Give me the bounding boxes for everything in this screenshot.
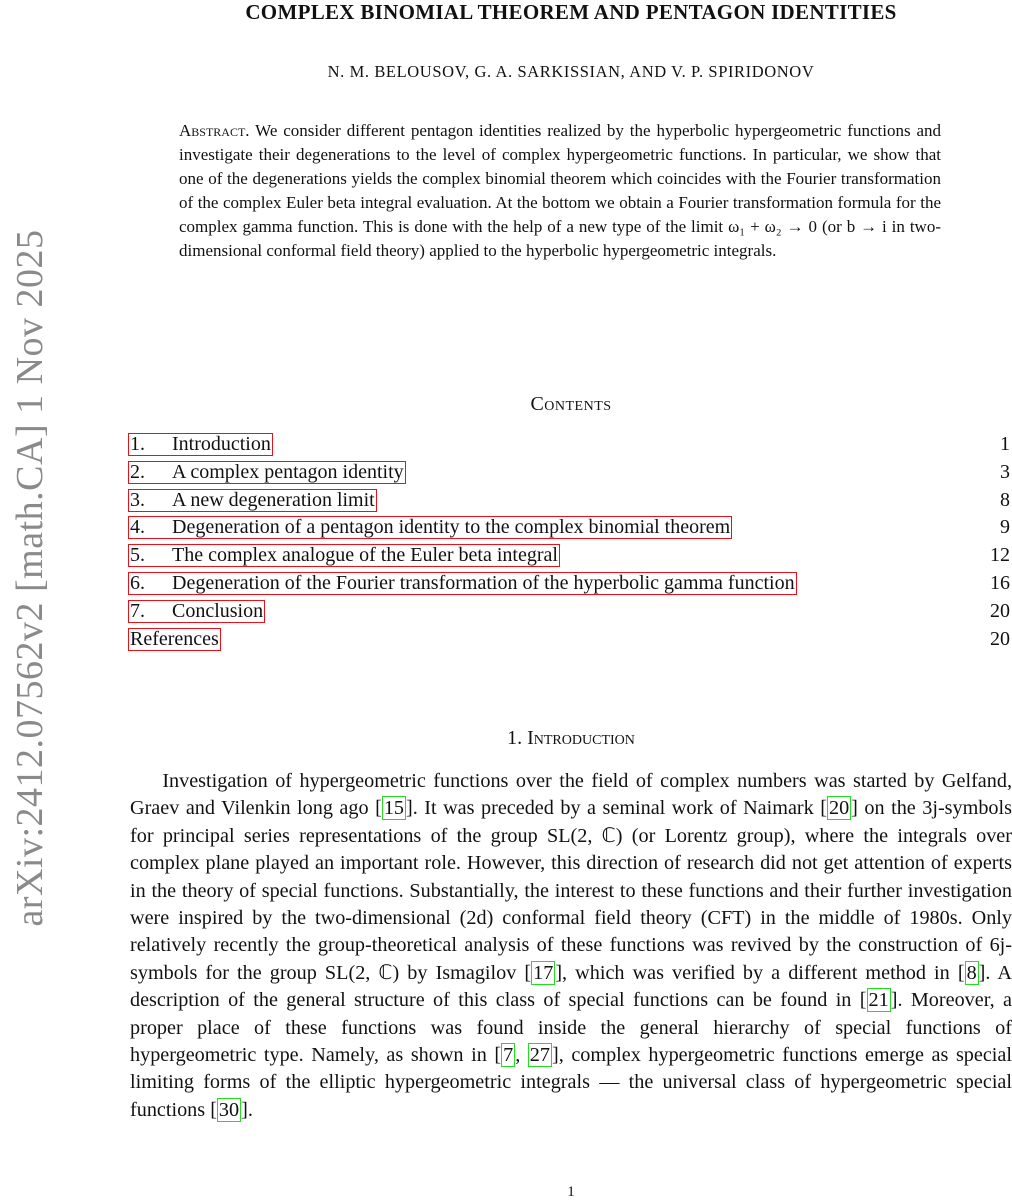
citation-link[interactable]: 7 — [503, 1044, 514, 1067]
paper-authors: N. M. BELOUSOV, G. A. SARKISSIAN, AND V. P. SPIRIDONOV — [327, 62, 815, 81]
contents-heading: Contents — [530, 393, 612, 415]
abstract-text: We consider different pentagon identities realized by the hyperbolic hypergeometric functions and investigate their degenerations to the level of complex hypergeometric functions. In particular, we show that one of the degenerations yields the complex binomial theorem which coincides with the Fourier transformation of the complex Euler beta integral evaluation. At the bottom we obtain a Fourier transformation formula for the complex gamma function. This is done with the help of a new type of the limit ω₁ + ω₂ → 0 (or b → i in two-dimensional conformal field theory) applied to the hyperbolic hypergeometric integrals. — [179, 121, 942, 260]
toc-page-number: 12 — [990, 544, 1010, 567]
paper-title: COMPLEX BINOMIAL THEOREM AND PENTAGON IDENTITIES — [245, 0, 897, 24]
toc-link-references[interactable]: References — [130, 627, 219, 650]
citation-link[interactable]: 8 — [966, 961, 977, 984]
toc-link-complex-pentagon-identity[interactable]: 2. A complex pentagon identity — [130, 460, 404, 483]
arxiv-identifier: arXiv:2412.07562v2 [math.CA] 1 Nov 2025 — [9, 229, 51, 927]
toc-page-number: 3 — [1000, 460, 1010, 483]
toc-link-introduction[interactable]: 1. Introduction — [130, 433, 271, 455]
toc-row — [128, 488, 1012, 516]
toc-link-degeneration-binomial[interactable]: 4. Degeneration of a pentagon identity to the complex binomial theorem — [130, 516, 731, 539]
toc-page-number: 1 — [1000, 433, 1010, 455]
toc-row — [128, 432, 1012, 460]
citation-link[interactable]: 15 — [383, 797, 404, 820]
citation-link[interactable]: 30 — [218, 1098, 240, 1121]
introduction-paragraph: Investigation of hypergeometric functions over the field of complex numbers was started by Gelfand, Graev and Vilenkin long ago [15]. It was preceded by a seminal work of Naimark [20] on the 3j-symbols for principal series representations of the group SL(2, ℂ) (or Lorentz group), where the integrals over complex plane played an important role. However, this direction of research did not get attention of experts in the theory of special functions. Substantially, the interest to these functions and their further investigation were inspired by the two-dimensional (2d) conformal field theory (CFT) in the middle of 1980s. Only relatively recently the group-theoretical analysis of these functions was revived by the construction of 6j-symbols for the group SL(2, ℂ) by Ismagilov [17], which was verified by a different method in [8]. A description of the general structure of this class of special functions can be found in [21]. Moreover, a proper place of these functions was found inside the general hierarchy of special functions of hypergeometric type. Namely, as shown in [7, 27], complex hypergeometric functions emerge as special limiting forms of the elliptic hypergeometric integrals — the universal class of hypergeometric special functions [30]. — [130, 770, 1012, 1121]
citation-link[interactable]: 20 — [828, 797, 850, 820]
section-heading-introduction: 1. Introduction — [507, 727, 635, 749]
arxiv-side-stamp — [0, 0, 60, 1200]
citation-link[interactable]: 17 — [533, 961, 554, 984]
toc-link-euler-beta[interactable]: 5. The complex analogue of the Euler beta integral — [130, 544, 558, 567]
citation-link[interactable]: 21 — [868, 989, 889, 1012]
toc-page-number: 16 — [990, 571, 1010, 594]
toc-row — [128, 599, 1012, 627]
abstract-label: Abstract. — [179, 121, 250, 140]
abstract — [179, 119, 941, 263]
toc-row — [128, 460, 1012, 488]
toc-link-conclusion[interactable]: 7. Conclusion — [130, 599, 264, 622]
toc-link-new-degeneration-limit[interactable]: 3. A new degeneration limit — [130, 488, 375, 511]
toc-link-fourier-gamma[interactable]: 6. Degeneration of the Fourier transformation of the hyperbolic gamma function — [130, 571, 795, 594]
toc-row — [128, 571, 1012, 599]
table-of-contents — [128, 432, 1012, 654]
page-number: 1 — [567, 1184, 575, 1200]
toc-row — [128, 515, 1012, 543]
toc-page-number: 8 — [1000, 488, 1010, 511]
toc-page-number: 20 — [990, 599, 1010, 622]
toc-page-number: 20 — [990, 627, 1010, 650]
toc-row — [128, 627, 1012, 655]
toc-row — [128, 543, 1012, 571]
citation-link[interactable]: 27 — [529, 1044, 550, 1067]
toc-page-number: 9 — [1000, 516, 1010, 539]
